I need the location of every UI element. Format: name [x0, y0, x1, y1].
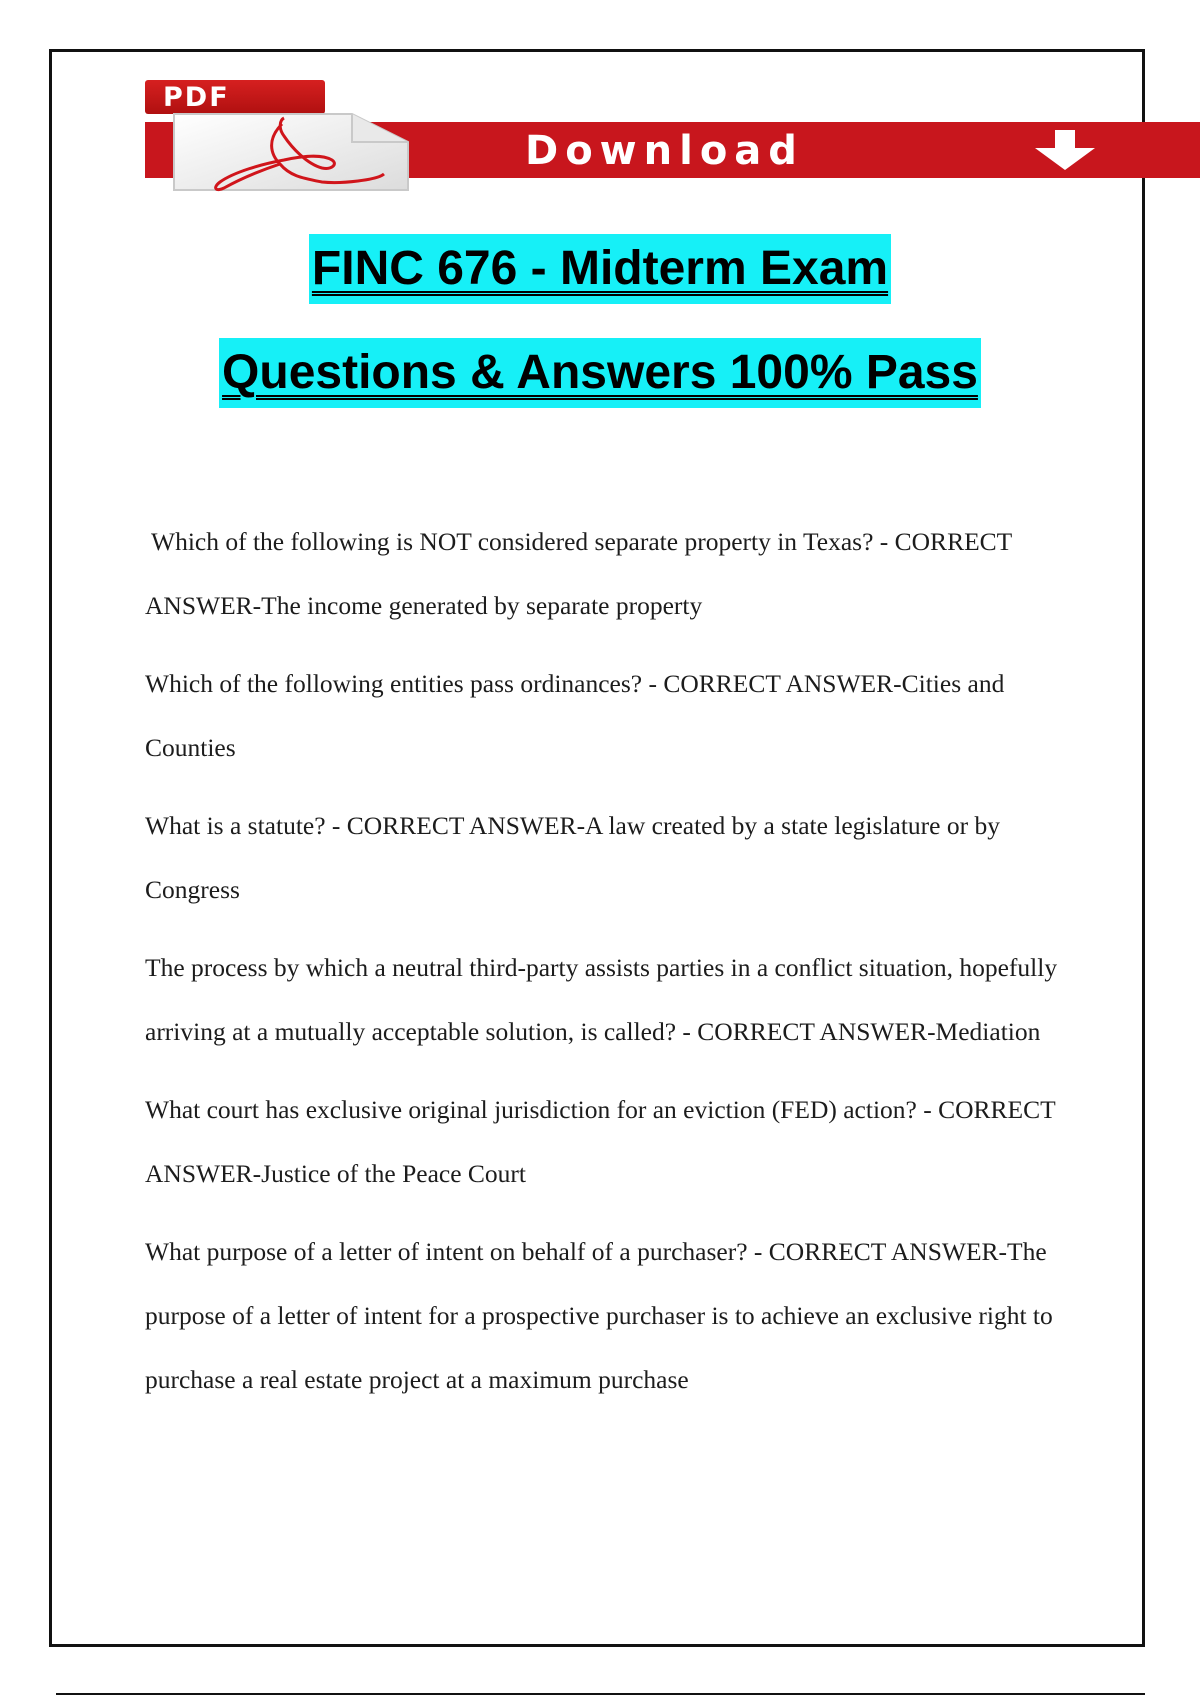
qa-item: What purpose of a letter of intent on behalf of a purchaser? - CORRECT ANSWER-The purpose of a letter of intent for a prospective purchaser is to achieve an exclusive right to purchase a real estate project at a maximum purchase: [145, 1237, 1053, 1394]
pdf-badge-label: PDF: [163, 82, 230, 113]
document-title-line-1: [0, 234, 1200, 304]
document-title-line-2: [0, 338, 1200, 408]
qa-list: [145, 510, 1075, 1426]
download-label: Download: [525, 128, 804, 174]
bottom-rule: [56, 1693, 1145, 1695]
qa-item: Which of the following is NOT considered separate property in Texas? - CORRECT ANSWER-The income generated by separate property: [145, 527, 1012, 620]
title-text-1: FINC 676 - Midterm Exam: [309, 234, 891, 304]
qa-item: What is a statute? - CORRECT ANSWER-A law created by a state legislature or by Congress: [145, 811, 1000, 904]
acrobat-pdf-icon: [172, 84, 410, 192]
qa-item: What court has exclusive original jurisdiction for an eviction (FED) action? - CORRECT ANSWER-Justice of the Peace Court: [145, 1095, 1056, 1188]
title-text-2: Questions & Answers 100% Pass: [219, 338, 981, 408]
qa-item: The process by which a neutral third-party assists parties in a conflict situation, hopefully arriving at a mutually acceptable solution, is called? - CORRECT ANSWER-Mediation: [145, 953, 1058, 1046]
qa-item: Which of the following entities pass ordinances? - CORRECT ANSWER-Cities and Counties: [145, 669, 1005, 762]
down-arrow-icon: [1025, 128, 1105, 172]
